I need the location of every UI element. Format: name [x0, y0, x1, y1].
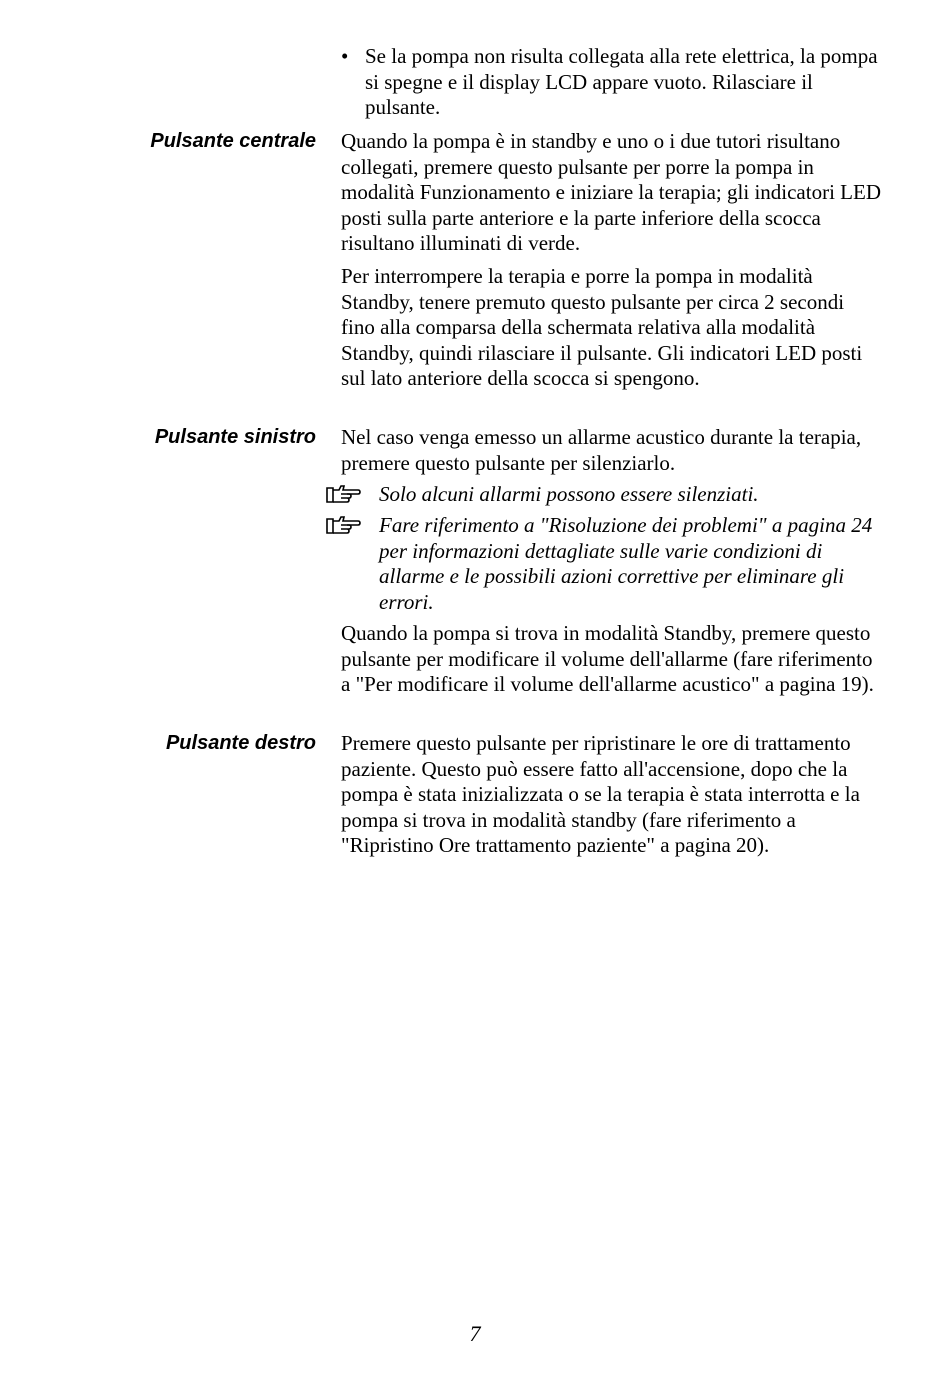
center-paragraph-2: Per interrompere la terapia e porre la pompa in modalità Standby, tenere premuto questo pulsante per circa 2 secondi fino alla comparsa della schermata relativa alla modalità Standby, quindi rilasciare il pulsante. Gli indicatori LED posti sul lato anteriore della scocca si spengono. — [341, 264, 863, 391]
note-2-text: Fare riferimento a "Risoluzione dei problemi" a pagina 24 per informazioni dettagliate sulle varie condizioni di allarme e le possibili azioni correttive per eliminare gli errori. — [379, 513, 873, 614]
label-pulsante-sinistro: Pulsante sinistro — [154, 426, 316, 448]
note-1 — [325, 482, 885, 508]
bullet-symbol: • — [341, 44, 349, 68]
note-1-text: Solo alcuni allarmi possono essere silenziati. — [379, 482, 759, 506]
left-paragraph-2: Quando la pompa si trova in modalità Standby, premere questo pulsante per modificare il volume dell'allarme (fare riferimento a "Per modificare il volume dell'allarme acustico" a pagina 19). — [341, 621, 874, 697]
pointing-hand-icon — [325, 482, 365, 506]
page-number: 7 — [469, 1321, 481, 1346]
bullet-item — [341, 44, 881, 121]
left-paragraph-1: Nel caso venga emesso un allarme acustico durante la terapia, premere questo pulsante per silenziarlo. — [341, 425, 862, 475]
pointing-hand-icon — [325, 513, 365, 537]
right-paragraph-1: Premere questo pulsante per ripristinare le ore di trattamento paziente. Questo può essere fatto all'accensione, dopo che la pompa è stata inizializzata o se la terapia è stata interrotta e la pompa si trova in modalità standby (fare riferimento a "Ripristino Ore trattamento paziente" a pagina 20). — [341, 731, 860, 858]
bullet-text: Se la pompa non risulta collegata alla rete elettrica, la pompa si spegne e il display LCD appare vuoto. Rilasciare il pulsante. — [365, 44, 878, 120]
note-2 — [325, 513, 885, 615]
label-pulsante-centrale: Pulsante centrale — [150, 130, 316, 152]
label-pulsante-destro: Pulsante destro — [165, 732, 316, 754]
center-paragraph-1: Quando la pompa è in standby e uno o i due tutori risultano collegati, premere questo pulsante per porre la pompa in modalità Funzionamento e iniziare la terapia; gli indicatori LED posti sulla parte anteriore e la parte inferiore della scocca risultano illuminati di verde. — [341, 129, 881, 256]
